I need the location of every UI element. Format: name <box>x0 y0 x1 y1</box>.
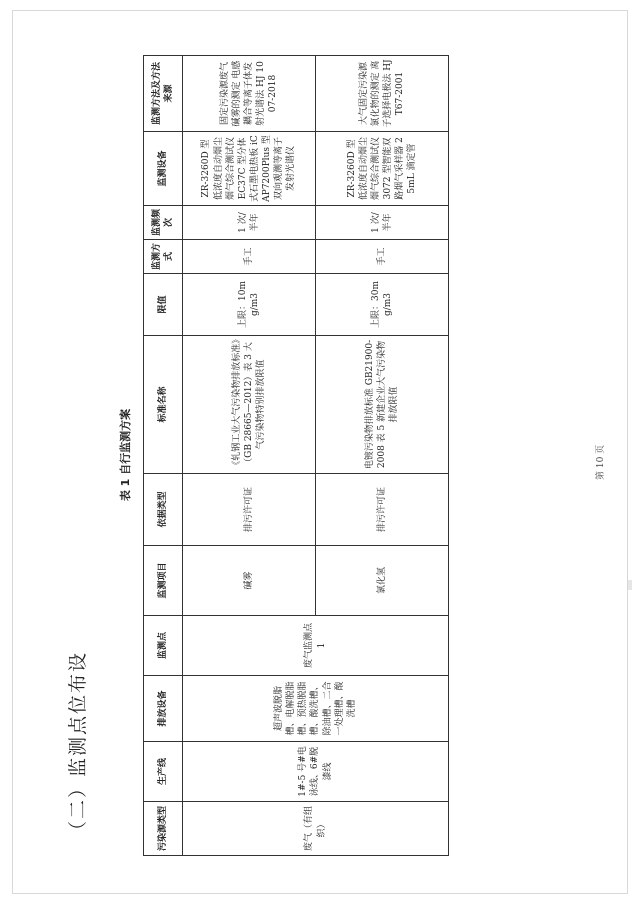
header-basis-type: 依据类型 <box>144 474 183 546</box>
cell-frequency: 1 次/半年 <box>316 206 449 240</box>
cell-source-type: 废气（有组织） <box>183 802 449 856</box>
table-header-row <box>144 56 183 856</box>
cell-item: 碱雾 <box>183 546 316 616</box>
cell-method-source: 固定污染源废气 碱雾的测定 电感耦合等离子体发射光谱法 HJ 1007-2018 <box>183 56 316 132</box>
cell-basis: 排污许可证 <box>316 474 449 546</box>
header-monitoring-item: 监测项目 <box>144 546 183 616</box>
header-production-line: 生产线 <box>144 742 183 802</box>
cell-item: 氯化氢 <box>316 546 449 616</box>
cell-monitoring-point: 废气监测点 1 <box>183 616 449 676</box>
header-frequency: 监测频次 <box>144 206 183 240</box>
cell-frequency: 1 次/半年 <box>183 206 316 240</box>
header-source-type: 污染源类型 <box>144 802 183 856</box>
cell-device: ZR-3260D 型低浓度自动烟尘烟气综合测试仪 EC37C 型分体式石墨电热板 iCAP7200Plus 型双向观测等离子发射光谱仪 <box>183 132 316 206</box>
monitoring-plan-table <box>143 55 449 856</box>
cell-method-type: 手工 <box>183 240 316 274</box>
table-caption: 表 1 自行监测方案 <box>119 408 132 502</box>
header-limit: 限值 <box>144 274 183 336</box>
cell-method-type: 手工 <box>316 240 449 274</box>
cell-device: ZR-3260D 型低浓度自动烟尘烟气综合测试仪 3072 型智能双路烟气采样器 25mL 滴定管 <box>316 132 449 206</box>
cell-limit: 上限：30mg/m3 <box>316 274 449 336</box>
header-equipment: 排放设备 <box>144 676 183 742</box>
cell-limit: 上限：10mg/m3 <box>183 274 316 336</box>
cell-basis: 排污许可证 <box>183 474 316 546</box>
header-standard-name: 标准名称 <box>144 336 183 474</box>
header-monitoring-point: 监测点 <box>144 616 183 676</box>
section-title: （二）监测点位布设 <box>67 650 89 840</box>
cell-equipment: 超声波脱脂槽、电解脱脂槽、预热脱脂槽、酸洗槽、除油槽、二合一处理槽、酸洗槽 <box>183 676 449 742</box>
cell-standard: 《轧钢工业大气污染物排放标准》（GB 28665—2012）表 3 大气污染物特别排放限值 <box>183 336 316 474</box>
cell-production-line: 1#-5 号#电泳线、6#脱漆线 <box>183 742 449 802</box>
rotated-page <box>55 30 615 880</box>
table-row <box>183 56 316 856</box>
header-method-type: 监测方式 <box>144 240 183 274</box>
cell-standard: 电镀污染物排放标准 GB21900-2008 表 5 新建企业大气污染物排放限值 <box>316 336 449 474</box>
cell-method-source: 大气固定污染源 氯化物的测定 离子选择电极法 HJT67-2001 <box>316 56 449 132</box>
header-method-source: 监测方法及方法来源 <box>144 56 183 132</box>
header-device: 监测设备 <box>144 132 183 206</box>
page-number: 第 10 页 <box>596 444 606 480</box>
scan-mark <box>628 580 632 590</box>
